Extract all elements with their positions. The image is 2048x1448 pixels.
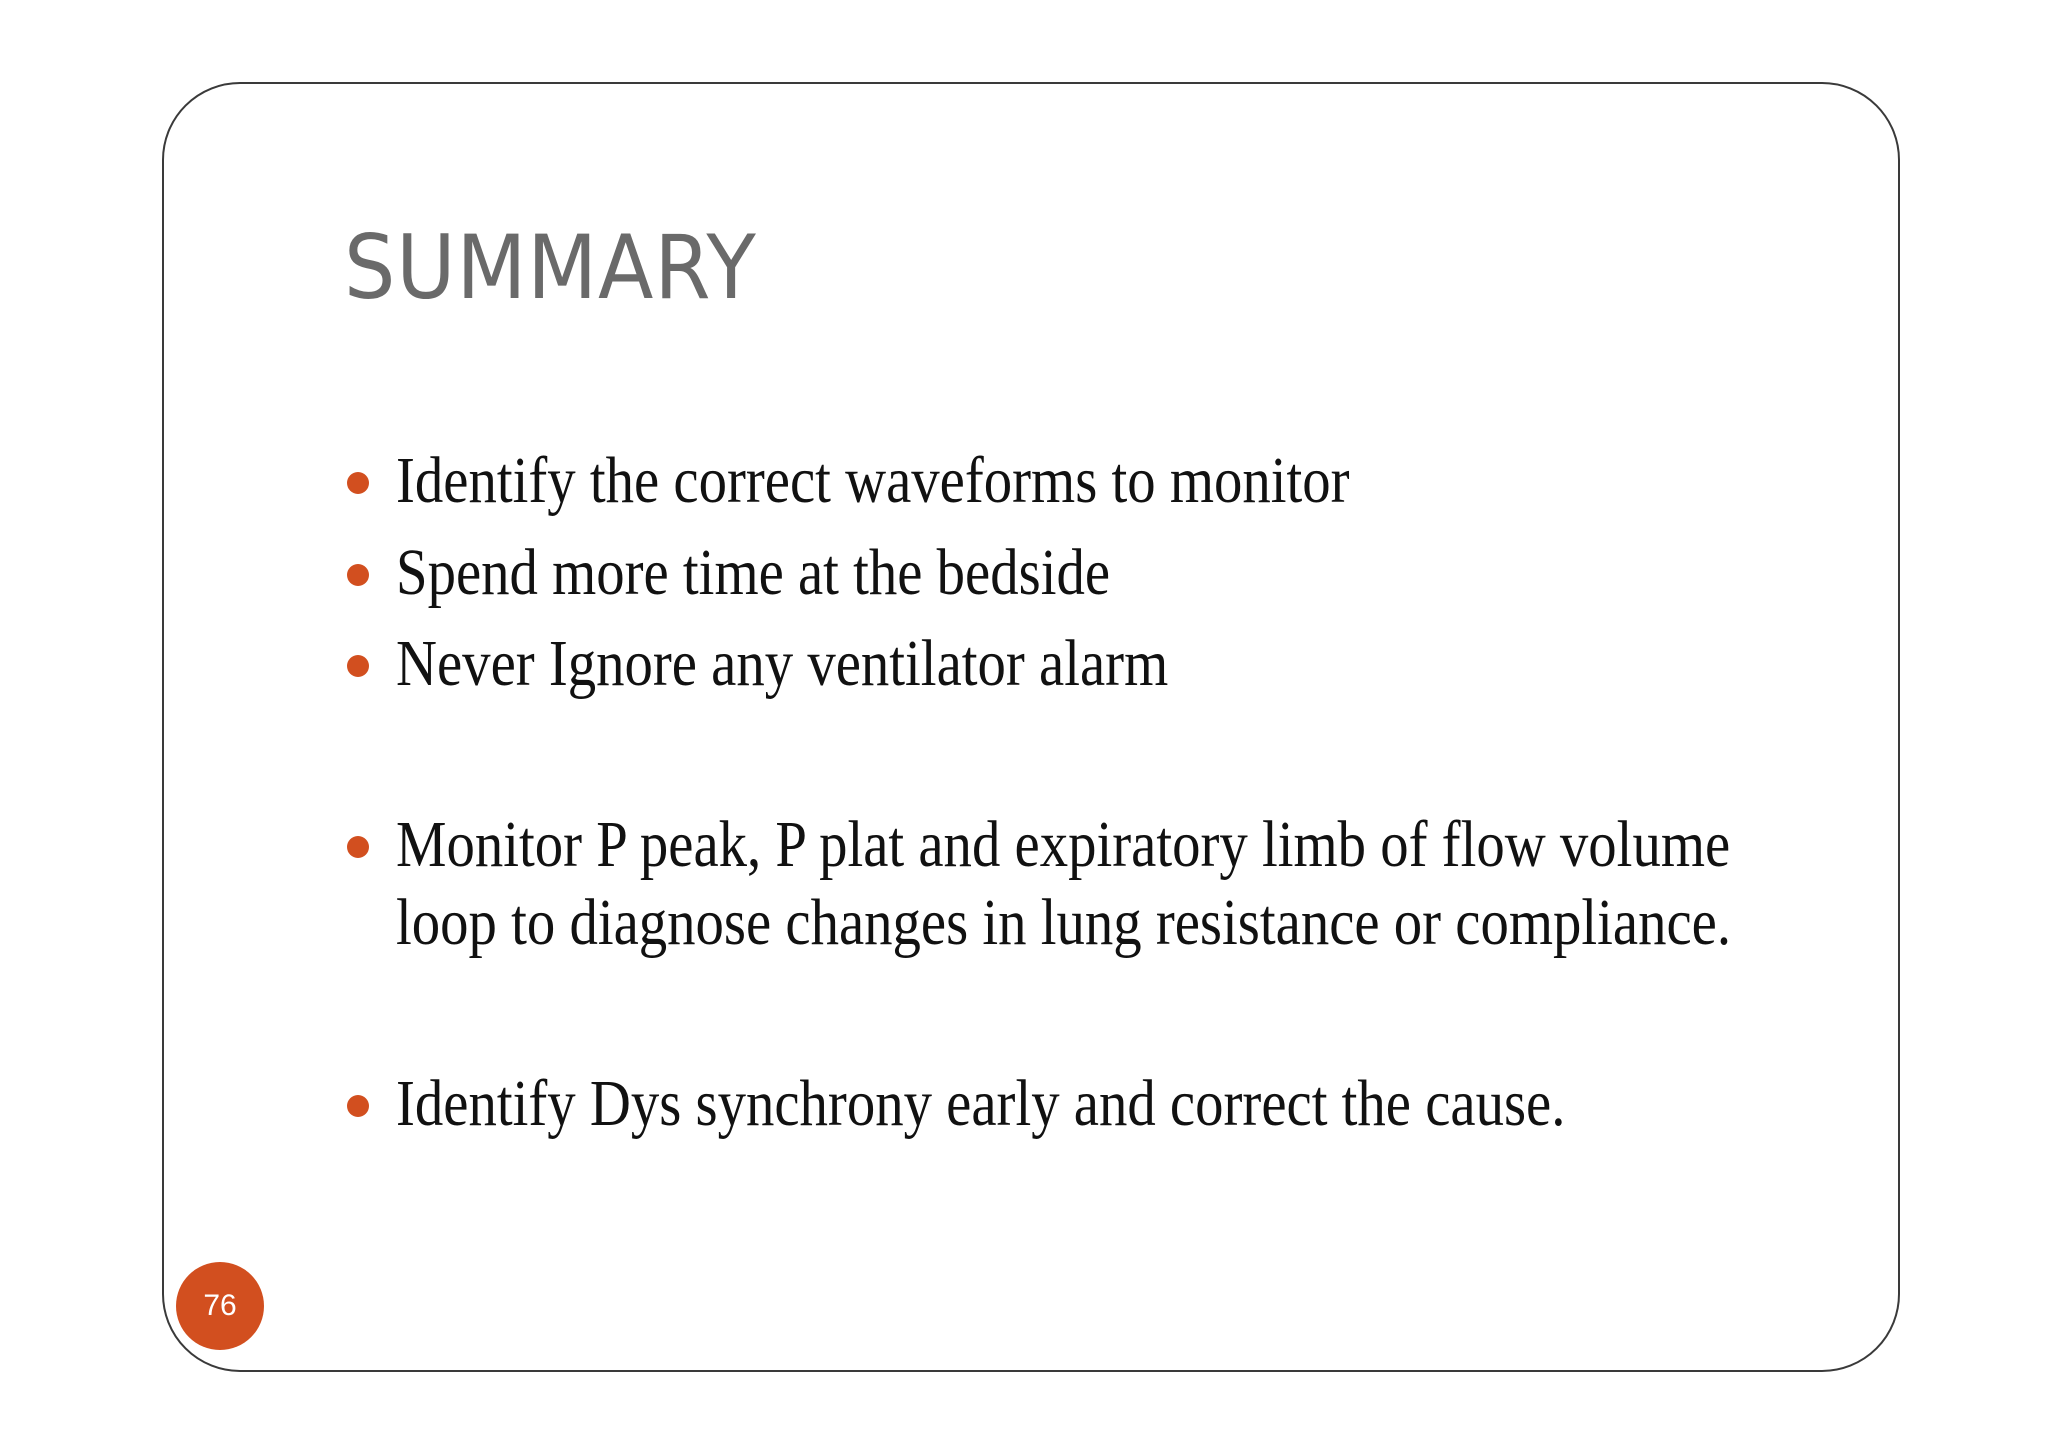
bullet-text xyxy=(396,442,1669,520)
bullet-line: Identify Dys synchrony early and correct the cause. xyxy=(396,1067,1566,1140)
bullet-text xyxy=(396,625,1669,703)
bullet-line: Identify the correct waveforms to monitor xyxy=(396,444,1350,517)
bullet-line: Never Ignore any ventilator alarm xyxy=(396,627,1169,700)
bullet-text xyxy=(396,534,1669,612)
bullet-dot-icon xyxy=(347,472,369,494)
bullet-line: loop to diagnose changes in lung resistance or compliance. xyxy=(396,886,1732,959)
bullet-dot-icon xyxy=(347,836,369,858)
bullet-line: Spend more time at the bedside xyxy=(396,536,1111,609)
bullet-dot-icon xyxy=(347,564,369,586)
bullet-line: Monitor P peak, P plat and expiratory limb of flow volume xyxy=(396,808,1731,881)
slide-title: SUMMARY xyxy=(344,216,757,319)
bullet-text xyxy=(396,806,1732,962)
bullet-dot-icon xyxy=(347,1095,369,1117)
page-number-badge: 76 xyxy=(176,1262,264,1350)
bullet-text xyxy=(396,1065,1669,1143)
bullet-dot-icon xyxy=(347,655,369,677)
